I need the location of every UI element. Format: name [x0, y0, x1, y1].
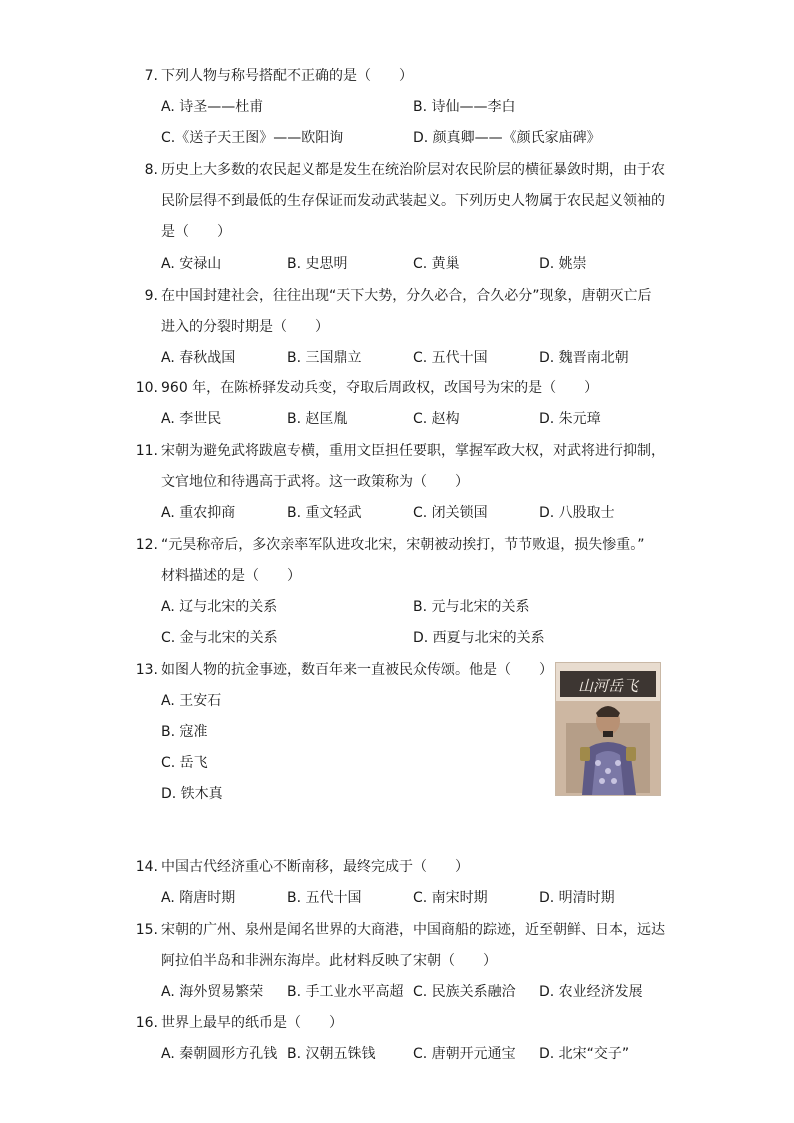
- option-c[interactable]: C. 唐朝开元通宝: [413, 1046, 516, 1062]
- option-b[interactable]: B. 赵匡胤: [287, 411, 348, 427]
- option-d[interactable]: D. 魏晋南北朝: [539, 350, 629, 366]
- yue-fei-portrait-image: [555, 662, 661, 796]
- option-d[interactable]: D. 北宋“交子”: [539, 1046, 630, 1062]
- question-number: 16.: [135, 1015, 158, 1031]
- option-d[interactable]: D. 西夏与北宋的关系: [413, 630, 545, 646]
- portrait-illustration: [556, 663, 660, 795]
- question-stem: 宋朝为避免武将跋扈专横，重用文臣担任要职，掌握军政大权，对武将进行抑制，: [161, 443, 665, 459]
- option-c[interactable]: C. 五代十国: [413, 350, 488, 366]
- option-a[interactable]: A. 海外贸易繁荣: [161, 984, 264, 1000]
- question-stem: 下列人物与称号搭配不正确的是（ ）: [161, 68, 413, 84]
- option-a[interactable]: A. 隋唐时期: [161, 890, 236, 906]
- question-number: 9.: [144, 288, 158, 304]
- option-d[interactable]: D. 明清时期: [539, 890, 615, 906]
- question-8: [132, 160, 672, 280]
- question-number: 11.: [135, 443, 158, 459]
- question-10: [132, 378, 672, 438]
- question-stem: 文官地位和待遇高于武将。这一政策称为（ ）: [161, 474, 469, 490]
- question-stem: 民阶层得不到最低的生存保证而发动武装起义。下列历史人物属于农民起义领袖的: [161, 193, 665, 209]
- option-a[interactable]: A. 重农抑商: [161, 505, 236, 521]
- option-b[interactable]: B. 重文轻武: [287, 505, 362, 521]
- option-c[interactable]: C. 岳飞: [161, 755, 208, 771]
- question-stem: 世界上最早的纸币是（ ）: [161, 1015, 343, 1031]
- option-b[interactable]: B. 手工业水平高超: [287, 984, 404, 1000]
- question-stem: 中国古代经济重心不断南移，最终完成于（ ）: [161, 859, 469, 875]
- question-number: 13.: [135, 662, 158, 678]
- option-c[interactable]: C. 黄巢: [413, 256, 460, 272]
- question-9: [132, 286, 672, 376]
- option-c[interactable]: C.《送子天王图》——欧阳询: [161, 130, 344, 146]
- option-d[interactable]: D. 姚崇: [539, 256, 587, 272]
- option-a[interactable]: A. 春秋战国: [161, 350, 236, 366]
- question-number: 15.: [135, 922, 158, 938]
- question-stem: 历史上大多数的农民起义都是发生在统治阶层对农民阶层的横征暴敛时期，由于农: [161, 162, 665, 178]
- question-stem: 宋朝的广州、泉州是闻名世界的大商港，中国商船的踪迹，近至朝鲜、日本，远达: [161, 922, 665, 938]
- option-b[interactable]: B. 三国鼎立: [287, 350, 362, 366]
- question-stem: 阿拉伯半岛和非洲东海岸。此材料反映了宋朝（ ）: [161, 953, 497, 969]
- question-stem: 在中国封建社会，往往出现“天下大势，分久必合，合久必分”现象，唐朝灭亡后: [161, 288, 652, 304]
- question-number: 14.: [135, 859, 158, 875]
- option-c[interactable]: C. 南宋时期: [413, 890, 488, 906]
- question-16: [132, 1013, 672, 1073]
- question-stem: 960 年，在陈桥驿发动兵变，夺取后周政权，改国号为宋的是（ ）: [161, 380, 599, 396]
- option-b[interactable]: B. 诗仙——李白: [413, 99, 516, 115]
- question-number: 12.: [135, 537, 158, 553]
- question-7: [132, 66, 672, 156]
- question-15: [132, 920, 672, 1010]
- option-a[interactable]: A. 秦朝圆形方孔钱: [161, 1046, 278, 1062]
- option-c[interactable]: C. 金与北宋的关系: [161, 630, 278, 646]
- question-number: 8.: [144, 162, 158, 178]
- option-a[interactable]: A. 李世民: [161, 411, 222, 427]
- option-b[interactable]: B. 寇准: [161, 724, 208, 740]
- option-d[interactable]: D. 朱元璋: [539, 411, 601, 427]
- option-d[interactable]: D. 颜真卿——《颜氏家庙碑》: [413, 130, 601, 146]
- question-stem: 进入的分裂时期是（ ）: [161, 319, 329, 335]
- question-stem: 材料描述的是（ ）: [161, 568, 301, 584]
- question-stem: 是（ ）: [161, 224, 231, 240]
- option-a[interactable]: A. 安禄山: [161, 256, 222, 272]
- question-number: 7.: [144, 68, 158, 84]
- banner-calligraphy: 山河岳飞: [577, 677, 639, 695]
- question-14: [132, 857, 672, 917]
- question-stem: 如图人物的抗金事迹，数百年来一直被民众传颂。他是（ ）: [161, 662, 553, 678]
- question-11: [132, 441, 672, 531]
- option-c[interactable]: C. 赵构: [413, 411, 460, 427]
- option-d[interactable]: D. 农业经济发展: [539, 984, 643, 1000]
- question-12: [132, 535, 672, 650]
- option-a[interactable]: A. 诗圣——杜甫: [161, 99, 264, 115]
- option-c[interactable]: C. 闭关锁国: [413, 505, 488, 521]
- option-a[interactable]: A. 王安石: [161, 693, 222, 709]
- option-b[interactable]: B. 元与北宋的关系: [413, 599, 530, 615]
- question-stem: “元昊称帝后，多次亲率军队进攻北宋，宋朝被动挨打，节节败退，损失惨重。”: [161, 537, 645, 553]
- option-b[interactable]: B. 汉朝五铢钱: [287, 1046, 376, 1062]
- question-number: 10.: [135, 380, 158, 396]
- option-c[interactable]: C. 民族关系融洽: [413, 984, 516, 1000]
- option-d[interactable]: D. 铁木真: [161, 786, 223, 802]
- option-a[interactable]: A. 辽与北宋的关系: [161, 599, 278, 615]
- option-b[interactable]: B. 五代十国: [287, 890, 362, 906]
- option-d[interactable]: D. 八股取士: [539, 505, 615, 521]
- option-b[interactable]: B. 史思明: [287, 256, 348, 272]
